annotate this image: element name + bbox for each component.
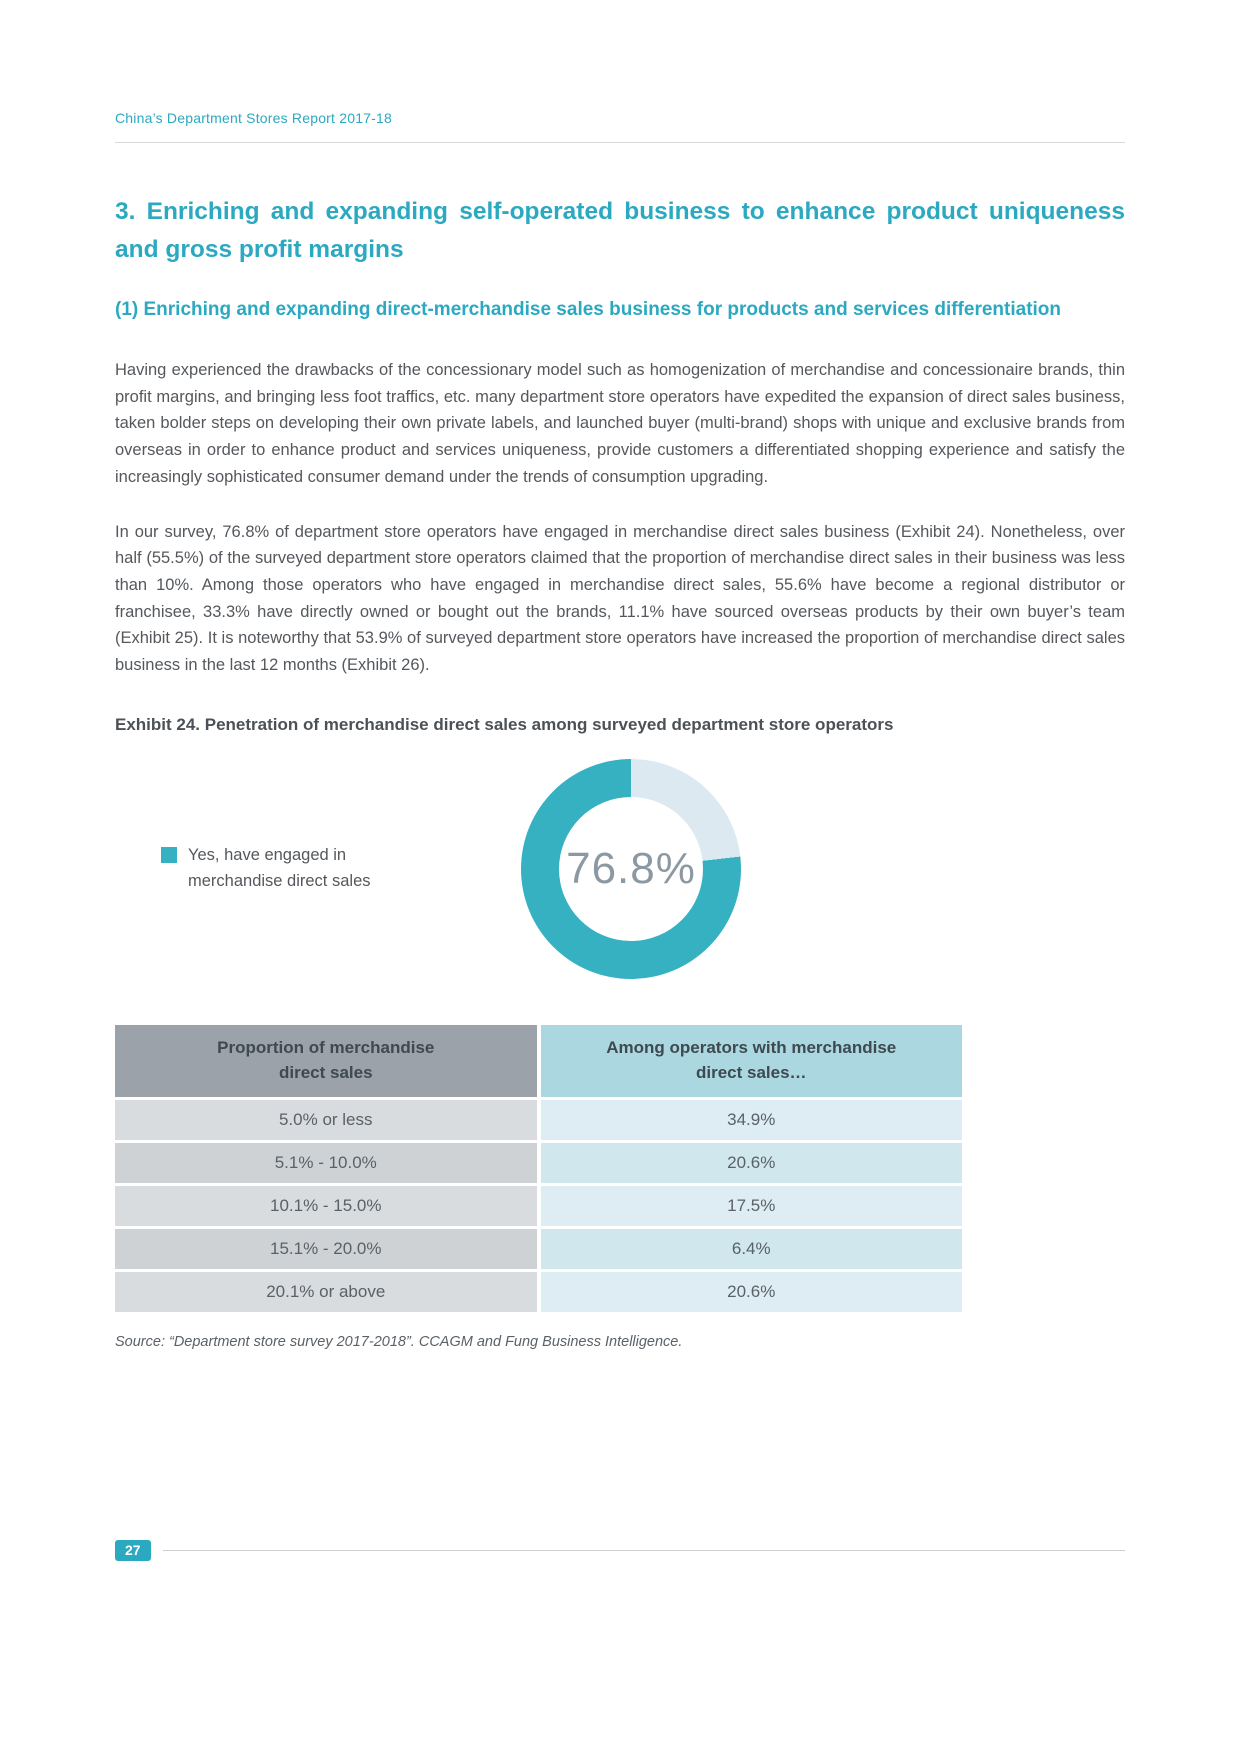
table-row-2: [115, 1143, 962, 1183]
table-cell-proportion: 5.0% or less: [115, 1100, 537, 1140]
header-divider: [115, 142, 1125, 143]
legend-swatch-icon: [161, 847, 177, 863]
page-header: [115, 110, 1125, 143]
table-cell-proportion: 10.1% - 15.0%: [115, 1186, 537, 1226]
section-heading: 3. Enriching and expanding self-operated business to enhance product uniqueness and gross profit margins: [115, 198, 1125, 263]
donut-center-value: 76.8%: [566, 843, 696, 893]
table-cell-share: 20.6%: [541, 1272, 963, 1312]
legend-label: [188, 843, 371, 894]
table-header-share-label: Among operators with merchandise direct sales…: [606, 1038, 897, 1082]
table-row-3: [115, 1186, 962, 1226]
legend-label-line-2: merchandise direct sales: [188, 871, 371, 890]
table-cell-share: 6.4%: [541, 1229, 963, 1269]
table-cell-proportion: 20.1% or above: [115, 1272, 537, 1312]
section-subheading: (1) Enriching and expanding direct-merchandise sales business for products and services differentiation: [115, 298, 1062, 320]
table-header-proportion-label: Proportion of merchandise direct sales: [217, 1038, 435, 1082]
table-cell-share: 17.5%: [541, 1186, 963, 1226]
page-content: [115, 193, 1125, 1350]
table-cell-proportion: 15.1% - 20.0%: [115, 1229, 537, 1269]
page-footer: [115, 1540, 1125, 1561]
chart-legend: [161, 843, 413, 894]
page-number-badge: 27: [115, 1540, 151, 1561]
table-row-5: [115, 1272, 962, 1312]
table-header-row: [115, 1025, 962, 1097]
source-note: Source: “Department store survey 2017-2018”. CCAGM and Fung Business Intelligence.: [115, 1333, 683, 1350]
table-header-share: [541, 1025, 963, 1097]
table-row-1: [115, 1100, 962, 1140]
footer-divider: [163, 1550, 1125, 1551]
exhibit-table: [115, 1025, 962, 1312]
exhibit-title: Exhibit 24. Penetration of merchandise direct sales among surveyed department store operators: [115, 714, 894, 734]
legend-label-line-1: Yes, have engaged in: [188, 846, 347, 865]
paragraph-1: Having experienced the drawbacks of the concessionary model such as homogenization of merchandise and concessionaire brands, thin profit margins, and bringing less foot traffics, etc. many department store operators have expedited the expansion of direct sales business, taken bolder steps on developing their own private labels, and launched buyer (multi-brand) shops with unique and exclusive brands from overseas in order to enhance product and services uniqueness, provide customers a differentiated shopping experience and satisfy the increasingly sophisticated consumer demand under the trends of consumption upgrading.: [115, 360, 1125, 486]
table-row-4: [115, 1229, 962, 1269]
table-cell-share: 20.6%: [541, 1143, 963, 1183]
donut-hole: [559, 797, 703, 941]
table-header-proportion: [115, 1025, 537, 1097]
table-cell-proportion: 5.1% - 10.0%: [115, 1143, 537, 1183]
paragraph-2: In our survey, 76.8% of department store operators have engaged in merchandise direct sales business (Exhibit 24). Nonetheless, over half (55.5%) of the surveyed department store operators claimed that the proportion of merchandise direct sales in their business was less than 10%. Among those operators who have engaged in merchandise direct sales, 55.6% have become a regional distributor or franchisee, 33.3% have directly owned or bought out the brands, 11.1% have sourced overseas products by their own buyer’s team (Exhibit 25). It is noteworthy that 53.9% of surveyed department store operators have increased the proportion of merchandise direct sales business in the last 12 months (Exhibit 26).: [115, 522, 1125, 675]
table-cell-share: 34.9%: [541, 1100, 963, 1140]
exhibit-donut-chart: [115, 747, 1125, 991]
report-title: China’s Department Stores Report 2017-18: [115, 110, 393, 126]
donut-chart: [521, 759, 741, 979]
